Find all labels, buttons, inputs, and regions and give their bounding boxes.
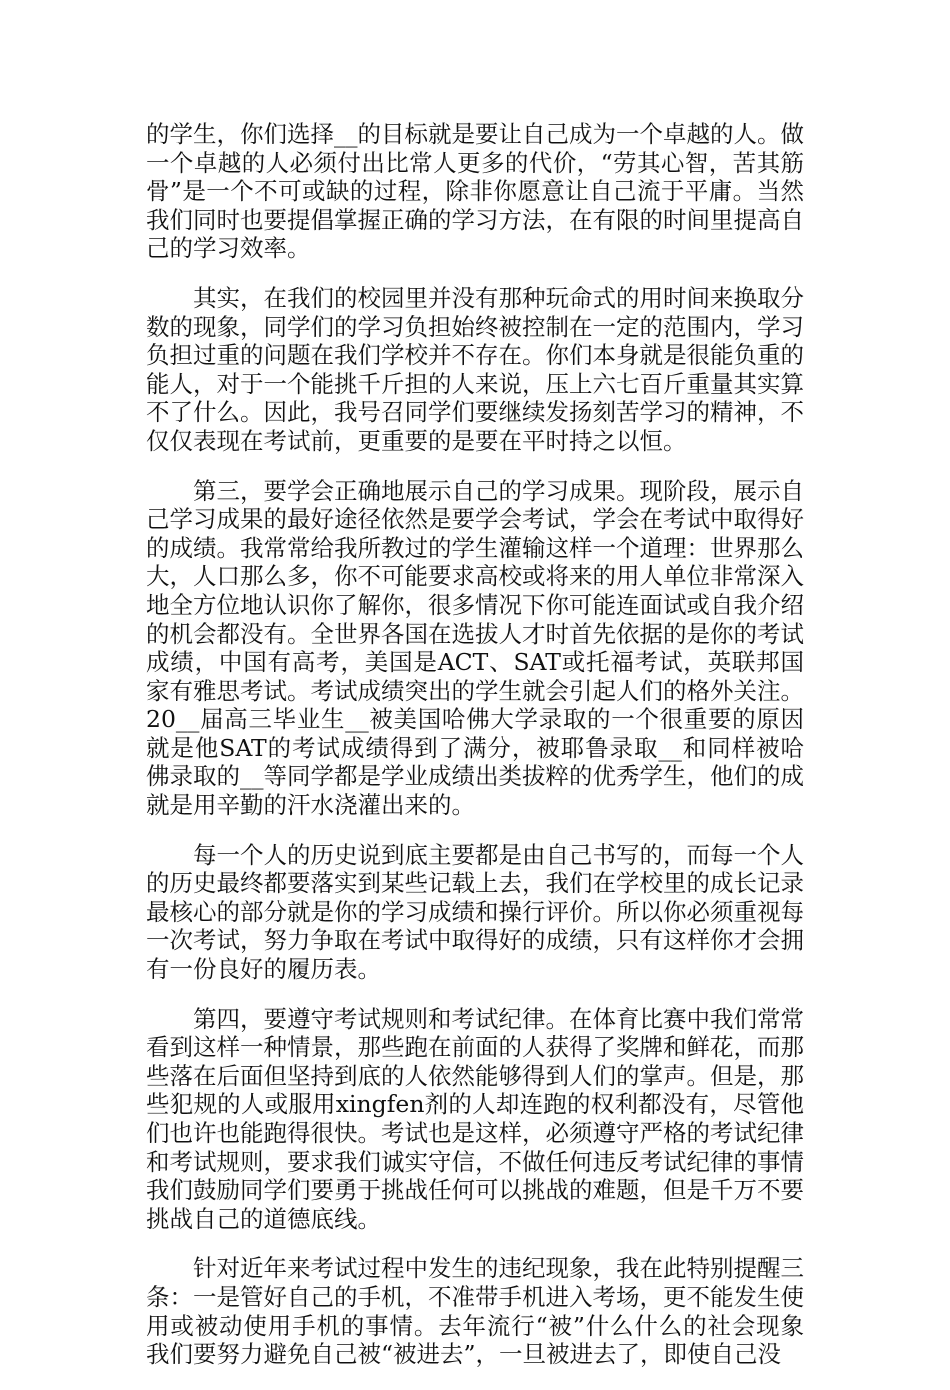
document-page: [146, 120, 804, 1390]
paragraph-5: 第四，要遵守考试规则和考试纪律。在体育比赛中我们常常看到这样一种情景，那些跑在前面的人获得了奖牌和鲜花，而那些落在后面但坚持到底的人依然能够得到人们的掌声。但是，那些犯规的人或服用xingfen剂的人却连跑的权利都没有，尽管他们也许也能跑得很快。考试也是这样，必须遵守严格的考试纪律和考试规则，要求我们诚实守信，不做任何违反考试纪律的事情我们鼓励同学们要勇于挑战任何可以挑战的难题，但是千万不要挑战自己的道德底线。: [146, 1004, 804, 1233]
paragraph-6: 针对近年来考试过程中发生的违纪现象，我在此特别提醒三条：一是管好自己的手机，不准带手机进入考场，更不能发生使用或被动使用手机的事情。去年流行“被”什么什么的社会现象我们要努力避免自己被“被进去”，一旦被进去了，即使自己没: [146, 1254, 804, 1369]
paragraph-4: 每一个人的历史说到底主要都是由自己书写的，而每一个人的历史最终都要落实到某些记载上去，我们在学校里的成长记录最核心的部分就是你的学习成绩和操行评价。所以你必须重视每一次考试，努力争取在考试中取得好的成绩，只有这样你才会拥有一份良好的履历表。: [146, 840, 804, 984]
paragraph-3: 第三，要学会正确地展示自己的学习成果。现阶段，展示自己学习成果的最好途径依然是要学会考试，学会在考试中取得好的成绩。我常常给我所教过的学生灌输这样一个道理：世界那么大，人口那么多，你不可能要求高校或将来的用人单位非常深入地全方位地认识你了解你，很多情况下你可能连面试或自我介绍的机会都没有。全世界各国在选拔人才时首先依据的是你的考试成绩，中国有高考，美国是ACT、SAT或托福考试，英联邦国家有雅思考试。考试成绩突出的学生就会引起人们的格外关注。20__届高三毕业生__被美国哈佛大学录取的一个很重要的原因就是他SAT的考试成绩得到了满分，被耶鲁录取__和同样被哈佛录取的__等同学都是学业成绩出类拔粹的优秀学生，他们的成就是用辛勤的汗水浇灌出来的。: [146, 476, 804, 820]
paragraph-2: 其实，在我们的校园里并没有那种玩命式的用时间来换取分数的现象，同学们的学习负担始终被控制在一定的范围内，学习负担过重的问题在我们学校并不存在。你们本身就是很能负重的能人，对于一个能挑千斤担的人来说，压上六七百斤重量其实算不了什么。因此，我号召同学们要继续发扬刻苦学习的精神，不仅仅表现在考试前，更重要的是要在平时持之以恒。: [146, 283, 804, 455]
paragraph-1: 的学生，你们选择__的目标就是要让自己成为一个卓越的人。做一个卓越的人必须付出比常人更多的代价，“劳其心智，苦其筋骨”是一个不可或缺的过程，除非你愿意让自己流于平庸。当然我们同时也要提倡掌握正确的学习方法，在有限的时间里提高自己的学习效率。: [146, 120, 804, 263]
